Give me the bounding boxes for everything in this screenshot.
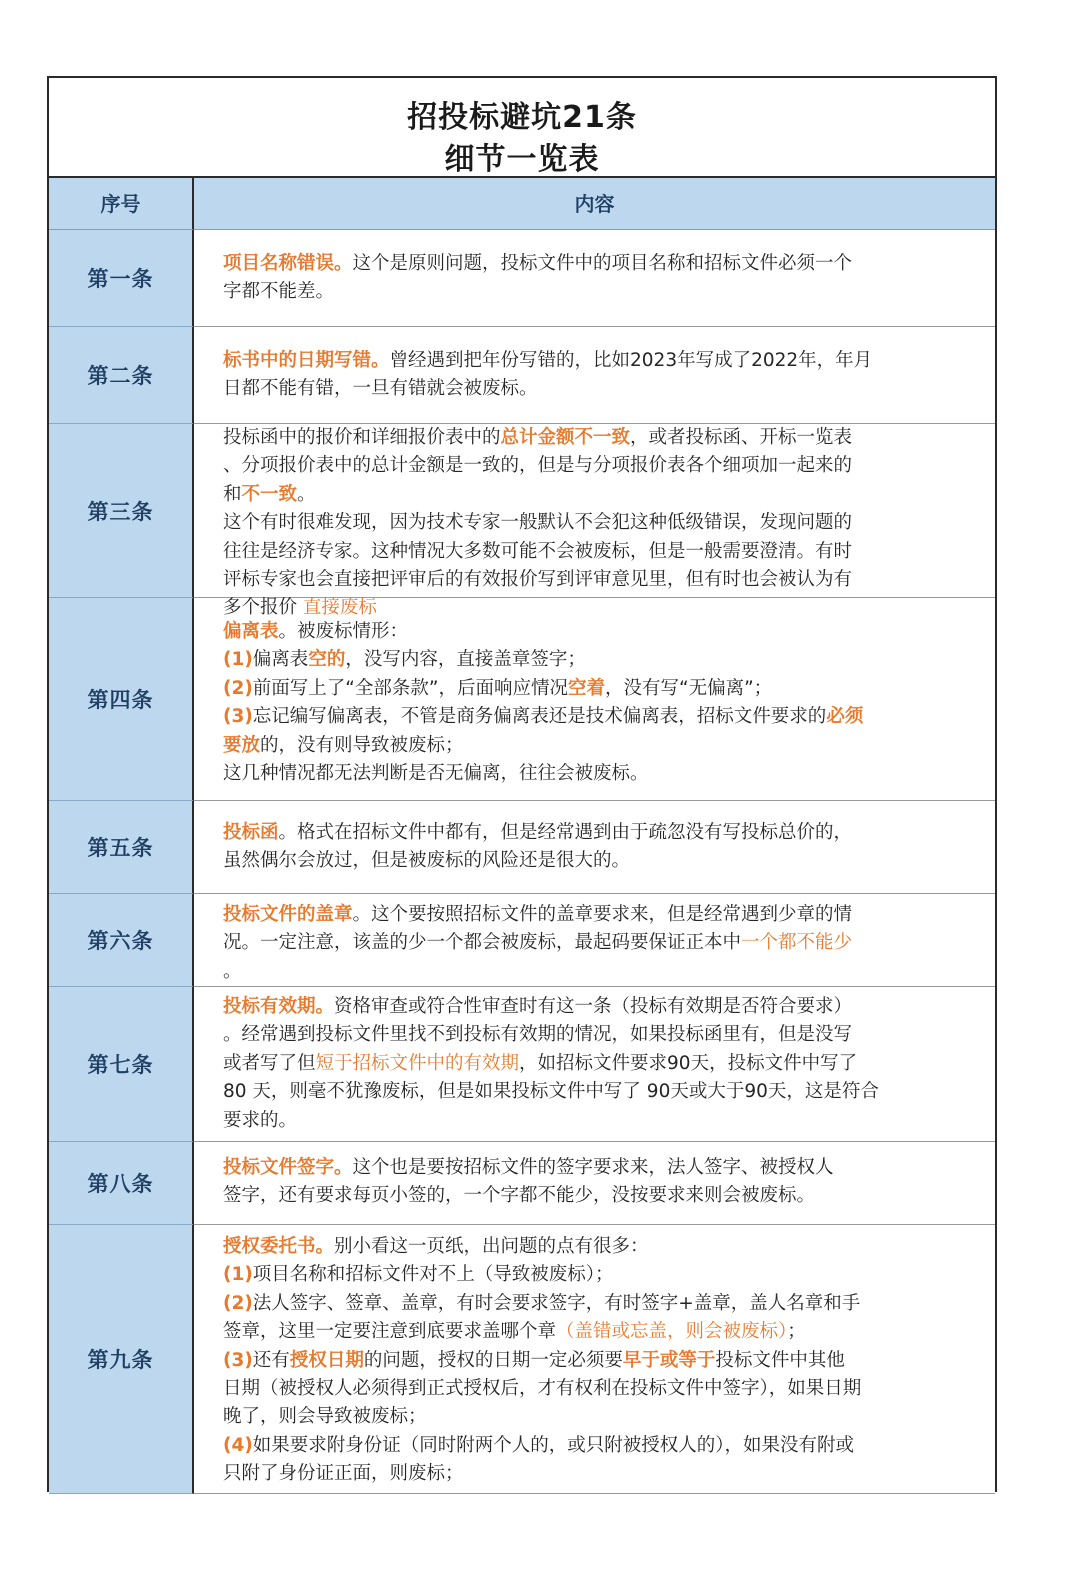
highlight-text: 早于或等于 [622, 1349, 716, 1371]
row-label: 第三条 [49, 424, 194, 598]
content-line [223, 1261, 991, 1289]
row-content [194, 230, 995, 327]
highlight-text: (1) [223, 649, 253, 671]
content-line [223, 646, 991, 674]
content-text: 签字，还有要求每页小签的，一个字都不能少，没按要求来则会被废标。 [223, 1185, 816, 1207]
highlight-text: 投标有效期。 [223, 996, 335, 1017]
row-label: 第八条 [49, 1142, 194, 1225]
content-text: 只附了身份证正面，则废标； [223, 1463, 464, 1485]
content-text: 签章，这里一定要注意到底要求盖哪个章 [223, 1321, 557, 1343]
content-text: 。 [297, 483, 316, 505]
content-text: 日期（被授权人必须得到正式授权后，才有权利在投标文件中签字），如果日期 [223, 1378, 862, 1400]
row-label: 第七条 [49, 987, 194, 1142]
content-line [223, 481, 991, 509]
content-text: 如果要求附身份证（同时附两个人的，或只附被授权人的），如果没有附或 [252, 1434, 855, 1456]
content-line [223, 1078, 991, 1106]
content-text: 这个也是要按招标文件的签字要求来，法人签字、被授权人 [352, 1157, 834, 1178]
highlight-text: (3) [223, 706, 253, 728]
content-text: 投标函中的报价和详细报价表中的 [223, 427, 501, 448]
rules-table [47, 76, 997, 1492]
content-line [223, 760, 991, 788]
content-line [223, 1347, 991, 1375]
content-text: 别小看这一页纸，出问题的点有很多： [334, 1236, 649, 1257]
content-line [223, 847, 991, 875]
content-text: 日都不能有错，一旦有错就会被废标。 [223, 378, 538, 400]
title-line-2: 细节一览表 [444, 142, 600, 177]
content-line [223, 1460, 991, 1488]
content-line [223, 1182, 991, 1210]
content-text: 、分项报价表中的总计金额是一致的，但是与分项报价表各个细项加一起来的 [223, 455, 853, 477]
content-text: ，如招标文件要求90天，投标文件中写了 [519, 1052, 858, 1074]
row-content [194, 987, 995, 1142]
title-line-1: 招投标避坑21条 [407, 100, 637, 135]
content-line [223, 250, 991, 278]
highlight-text: 授权委托书。 [223, 1236, 335, 1257]
content-line [223, 347, 991, 375]
content-line [223, 538, 991, 566]
row-content [194, 801, 995, 894]
highlight-text: 要放 [223, 734, 261, 756]
content-text: 。格式在招标文件中都有，但是经常遇到由于疏忽没有写投标总价的， [278, 822, 853, 843]
row-label: 第五条 [49, 801, 194, 894]
highlight-text: 短于招标文件中的有效期 [315, 1052, 520, 1074]
content-line [223, 901, 991, 929]
content-line [223, 1233, 991, 1261]
content-text: 这个是原则问题，投标文件中的项目名称和招标文件必须一个 [352, 253, 853, 274]
highlight-text: (2) [223, 677, 253, 699]
highlight-text: 必须 [826, 706, 864, 728]
row-content [194, 894, 995, 987]
highlight-text: (4) [223, 1434, 253, 1456]
row-label: 第六条 [49, 894, 194, 987]
row-label: 第四条 [49, 598, 194, 801]
content-line [223, 509, 991, 537]
row-label: 第九条 [49, 1225, 194, 1494]
content-text: 投标文件中其他 [715, 1349, 845, 1371]
highlight-text: 空着 [567, 677, 605, 699]
content-line [223, 703, 991, 731]
content-line [223, 732, 991, 760]
content-line [223, 1021, 991, 1049]
highlight-text: 一个都不能少 [741, 932, 853, 954]
highlight-text: (1) [223, 1264, 253, 1286]
content-line [223, 452, 991, 480]
content-text: ，没写内容，直接盖章签字； [345, 649, 586, 671]
content-line [223, 675, 991, 703]
content-line [223, 1107, 991, 1135]
highlight-text: 授权日期 [289, 1349, 364, 1371]
row-label: 第一条 [49, 230, 194, 327]
content-text: 。这个要按照招标文件的盖章要求来，但是经常遇到少章的情 [352, 904, 853, 925]
content-text: ，或者投标函、开标一览表 [630, 427, 853, 448]
highlight-text: （盖错或忘盖，则会被废标） [556, 1321, 788, 1343]
content-text: 。 [223, 960, 242, 982]
row-content [194, 598, 995, 801]
content-line [223, 1403, 991, 1431]
content-line [223, 1050, 991, 1078]
content-line [223, 929, 991, 957]
content-text: 偏离表 [252, 649, 309, 671]
content-text: 这个有时很难发现，因为技术专家一般默认不会犯这种低级错误，发现问题的 [223, 512, 853, 534]
table-title [49, 78, 995, 178]
highlight-text: 总计金额不一致 [500, 427, 631, 448]
content-line [223, 618, 991, 646]
row-content [194, 327, 995, 424]
content-text: 评标专家也会直接把评审后的有效报价写到评审意见里，但有时也会被认为有 [223, 569, 853, 591]
highlight-text: (2) [223, 1292, 253, 1314]
highlight-text: 偏离表 [223, 621, 279, 642]
highlight-text: 投标函 [223, 822, 279, 843]
content-text: ； [787, 1321, 806, 1343]
content-text: 项目名称和招标文件对不上（导致被废标）； [252, 1264, 614, 1286]
highlight-text: 投标文件的盖章 [223, 904, 353, 925]
content-line [223, 1290, 991, 1318]
content-text: 这几种情况都无法判断是否无偏离，往往会被废标。 [223, 763, 649, 785]
content-line [223, 958, 991, 986]
content-text: ，没有写“无偏离”； [604, 677, 773, 699]
row-content [194, 1142, 995, 1225]
content-line [223, 1432, 991, 1460]
content-text: 前面写上了“全部条款”，后面响应情况 [252, 677, 568, 699]
highlight-text: 不一致 [241, 483, 298, 505]
content-text: 虽然偶尔会放过，但是被废标的风险还是很大的。 [223, 850, 631, 872]
header-index: 序号 [49, 178, 194, 230]
content-text: 。经常遇到投标文件里找不到投标有效期的情况，如果投标函里有，但是没写 [223, 1024, 853, 1046]
highlight-text: 空的 [308, 649, 346, 671]
content-text: 往往是经济专家。这种情况大多数可能不会被废标，但是一般需要澄清。有时 [223, 540, 853, 562]
content-text: 资格审查或符合性审查时有这一条（投标有效期是否符合要求） [334, 996, 853, 1017]
content-text: 的，没有则导致被废标； [260, 734, 464, 756]
content-text: 或者写了但 [223, 1052, 316, 1074]
content-text: 晚了，则会导致被废标； [223, 1406, 427, 1428]
content-line [223, 1154, 991, 1182]
content-line [223, 424, 991, 452]
content-text: 。被废标情形： [278, 621, 409, 642]
highlight-text: 标书中的日期写错。 [223, 350, 390, 371]
content-line [223, 1318, 991, 1346]
highlight-text: 项目名称错误。 [223, 253, 353, 274]
highlight-text: 投标文件签字。 [223, 1157, 353, 1178]
highlight-text: 直接废标 [302, 597, 377, 619]
content-line [223, 993, 991, 1021]
content-text: 的问题，授权的日期一定必须要 [363, 1349, 623, 1371]
content-text: 忘记编写偏离表，不管是商务偏离表还是技术偏离表，招标文件要求的 [252, 706, 827, 728]
content-text: 况。一定注意，该盖的少一个都会被废标，最起码要保证正本中 [223, 932, 742, 954]
content-text: 还有 [252, 1349, 290, 1371]
content-text: 曾经遇到把年份写错的，比如2023年写成了2022年，年月 [389, 350, 873, 371]
row-label: 第二条 [49, 327, 194, 424]
content-text: 多个报价 [223, 597, 303, 619]
header-content: 内容 [194, 178, 995, 230]
content-line [223, 278, 991, 306]
row-content [194, 424, 995, 619]
highlight-text: (3) [223, 1349, 253, 1371]
content-text: 要求的。 [223, 1109, 298, 1131]
content-text: 80 天，则毫不犹豫废标，但是如果投标文件中写了 90天或大于90天，这是符合 [223, 1081, 879, 1103]
content-line [223, 375, 991, 403]
content-text: 和 [223, 483, 242, 505]
content-line [223, 566, 991, 594]
row-content [194, 1225, 995, 1494]
content-text: 字都不能差。 [223, 281, 335, 303]
content-line [223, 1375, 991, 1403]
content-text: 法人签字、签章、盖章，有时会要求签字，有时签字+盖章，盖人名章和手 [252, 1292, 861, 1314]
content-line [223, 819, 991, 847]
